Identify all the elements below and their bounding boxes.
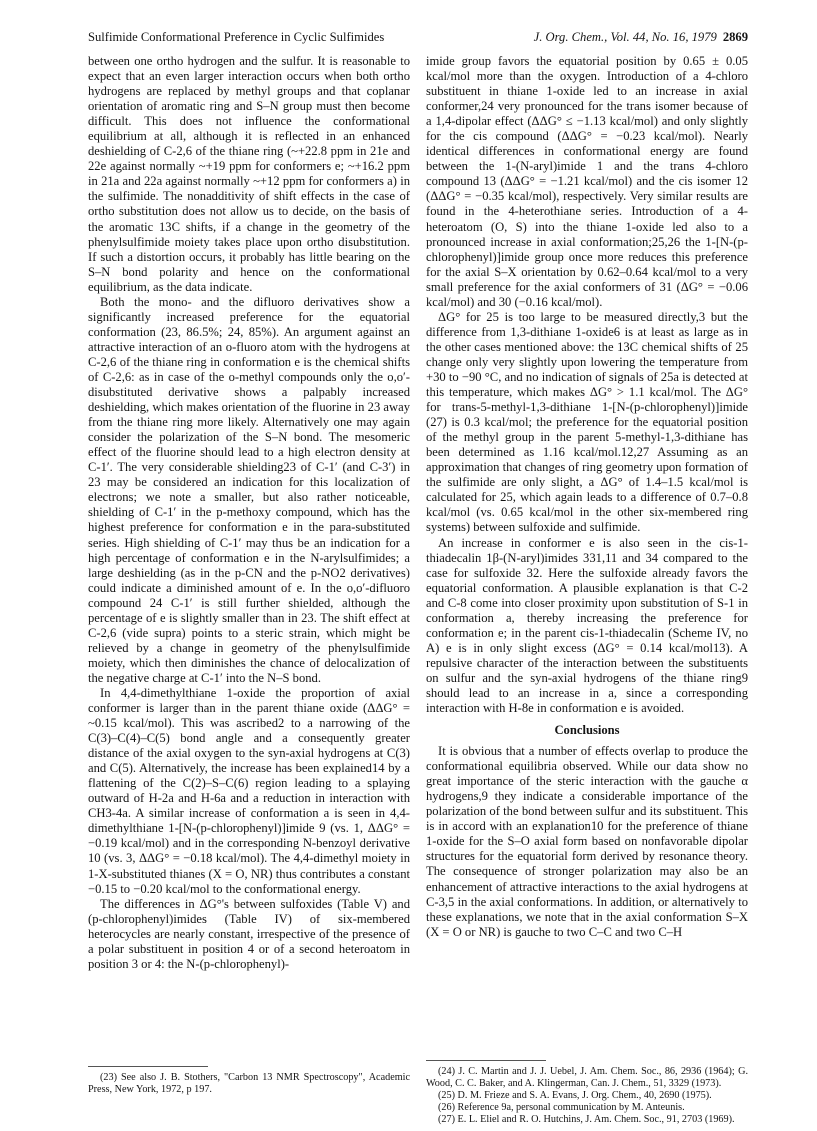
footnote: (25) D. M. Frieze and S. A. Evans, J. Org. Chem., 40, 2690 (1975).	[438, 1090, 712, 1101]
journal-citation	[534, 30, 748, 45]
section-heading-conclusions: Conclusions	[554, 723, 620, 738]
footnote: (27) E. L. Eliel and R. O. Hutchins, J. Am. Chem. Soc., 91, 2703 (1969).	[438, 1114, 735, 1125]
right-column	[426, 54, 748, 940]
paragraph: An increase in conformer e is also seen in the cis-1-thiadecalin 1β-(N-aryl)imides 331,11 and 34 compared to the case for sulfoxide 32. Here the sulfoxide already favors the equatorial conformation. A plausible explanation is that C-2 and C-8 come into closer proximity upon substitution of S-1 in conformation a, thereby increasing the preference for conformation e; in the parent cis-1-thiadecalin (Scheme IV, no A) e is in only slight excess (ΔG° = 0.14 kcal/mol13). A repulsive character of the interaction between the substituents on sulfur and the syn-axial hydrogens of the thiane ring9 should lead to an increase in a, since a corresponding interaction with H-8e in conformation e is avoided.	[426, 535, 748, 716]
paragraph: In 4,4-dimethylthiane 1-oxide the proportion of axial conformer is larger than in the parent thiane oxide (ΔΔG° = ~0.15 kcal/mol). This was ascribed2 to a narrowing of the C(3)–C(4)–C(5) bond angle and a consequently greater distance of the axial oxygen to the syn-axial hydrogens at C(3) and C(5). Alternatively, the increase has been explained14 by a flattening of the C(2)–S–C(6) region leading to a splaying outward of H-2a and H-6a and a reduction in interaction with CH3-4a. A similar increase of conformation a is seen in 4,4-dimethylthiane 1-[N-(p-chlorophenyl)]imide 9 (vs. 1, ΔΔG° = −0.19 kcal/mol) and in the corresponding N-benzoyl derivative 10 (vs. 3, ΔΔG° = −0.18 kcal/mol). The 4,4-dimethyl moiety in 1-X-substituted thianes (X = O, NR) thus contributes a constant −0.15 to −0.20 kcal/mol to the conformational energy.	[88, 685, 410, 896]
footnotes-right	[426, 1066, 748, 1126]
footnotes-left	[88, 1072, 410, 1096]
footnote-rule	[88, 1066, 208, 1067]
paragraph: It is obvious that a number of effects overlap to produce the conformational equilibria observed. While our data show no great importance of the steric interaction with the gauche α hydrogens,9 they indicate a considerable importance of the polarization of the bond between sulfur and its substituent. This is in accord with an explanation10 for the preference of thiane 1-oxide for the S–O axial form based on nonfavorable dipolar structures for the equatorial form derived by resonance theory. The consequence of stronger polarization may also be an enhancement of attractive interactions to the axial hydrogens at C-3,5 in the axial conformations. In addition, or alternatively to these explanations, we note that in the axial conformation S–X (X = O or NR) is gauche to two C–C and two C–H	[426, 744, 748, 939]
paragraph: ΔG° for 25 is too large to be measured directly,3 but the difference from 1,3-dithiane 1-oxide6 is at least as large as in the other cases mentioned above: the 13C chemical shifts of 25 change only very slightly upon lowering the temperature from +30 to −90 °C, and no indication of signals of 25a is detected at this temperature, which makes ΔG° > 1.1 kcal/mol. The ΔG° for trans-5-methyl-1,3-dithiane 1-[N-(p-chlorophenyl)]imide (27) is 0.3 kcal/mol; the preference for the equatorial position of the methyl group in the parent 5-methyl-1,3-dithiane has been determined as 1.16 kcal/mol.12,27 Assuming as an approximation that changes of ring geometry upon formation of the sulfimide are only slight, a ΔG° of 1.4–1.5 kcal/mol is calculated for 25, which again leads to a difference of 0.7–0.8 kcal/mol (vs. 0.65 kcal/mol in the other six-membered ring systems) between sulfoxide and sulfimide.	[426, 309, 748, 535]
left-column	[88, 54, 410, 972]
paragraph: The differences in ΔG°'s between sulfoxides (Table V) and (p-chlorophenyl)imides (Table IV) of six-membered heterocycles are nearly constant, irrespective of the presence of a polar substituent in position 4 or of a second heteroatom in position 3 or 4: the N-(p-chlorophenyl)-	[88, 896, 410, 971]
footnote-rule	[426, 1060, 546, 1061]
running-title: Sulfimide Conformational Preference in Cyclic Sulfimides	[88, 30, 385, 44]
running-head	[88, 30, 748, 48]
journal-name: J. Org. Chem., Vol. 44, No. 16, 1979	[533, 30, 717, 44]
paragraph: imide group favors the equatorial position by 0.65 ± 0.05 kcal/mol more than the oxygen. Introduction of a 4-chloro substituent in thiane 1-oxide led to an increase in axial conformer,24 very pronounced for the trans isomer because of a 1,4-dipolar effect (ΔΔG° ≤ −1.13 kcal/mol) and only slightly for the cis compound (ΔΔG° = −0.23 kcal/mol). Nearly identical differences in conformational energy are found between the 1-(N-aryl)imide 1 and the trans 4-chloro compound 13 (ΔΔG° = −1.21 kcal/mol) and the cis isomer 12 (ΔΔG° = −0.35 kcal/mol), respectively. Very similar results are found in the 4-heterothiane series. Introduction of a 4-heteroatom (O, S) into the thiane 1-oxide led also to a pronounced increase in axial conformation;25,26 the 1-[N-(p-chlorophenyl)]imide group once more reduces this preference for the axial S–X orientation by 0.62–0.64 kcal/mol to a very small preference for the axial conformers of 31 (ΔG° = −0.06 kcal/mol) and 30 (−0.16 kcal/mol).	[426, 54, 748, 309]
paragraph: Both the mono- and the difluoro derivatives show a significantly increased preference for the equatorial conformation (23, 86.5%; 24, 85%). An argument against an attractive interaction of an o-fluoro atom with the hydrogens at C-2,6 of the thiane ring in conformation e is the chemical shifts of C-2,6: as in case of the o-methyl compounds only the o,o′-disubstituted derivative shows a palpably increased deshielding, which makes orientation of the fluorine in 23 away from the thiane ring more likely. Alternatively one may again consider the polarization of the S–N bond. The mesomeric effect of the fluorine should lead to a high electron density at C-1′. The very considerable shielding23 of C-1′ (and C-3′) in 23 may be considered an indication for this localization of electrons; we note a smaller, but also rather noticeable, shielding of C-1′ in the p-methoxy compound, which has the highest preference for conformation e in the para-substituted series. High shielding of C-1′ may thus be an indication for a high percentage of conformation e in the N-arylsulfimides; a large deshielding (as in the p-CN and the p-NO2 derivatives) could indicate a diminished amount of e. In the o,o′-difluoro compound 24 C-1′ is still further shielded, although the percentage of e is slightly smaller than in 23. The shift effect at C-2,6 (vide supra) points to a steric strain, which might be relieved by a change in geometry of the phenylsulfimide moiety, which then diminishes the chance of delocalization of the negative charge at C-1′ into the N–S bond.	[88, 294, 410, 685]
page-number: 2869	[722, 30, 748, 44]
footnote: (24) J. C. Martin and J. J. Uebel, J. Am. Chem. Soc., 86, 2936 (1964); G. Wood, C. C. Baker, and A. Klingerman, Can. J. Chem., 51, 3329 (1973).	[426, 1066, 748, 1089]
paragraph: between one ortho hydrogen and the sulfur. It is reasonable to expect that an even larger interaction occurs when both ortho hydrogens are replaced by methyl groups and that coplanar orientation of aromatic ring and S–N group must then become difficult. This does not influence the conformational equilibrium at all, although it is reflected in an enhanced deshielding of C-2,6 of the thiane ring (~+22.8 ppm in 21e and 22e against normally ~+19 ppm for conformers e; ~+16.2 ppm in 21a and 22a against normally ~+12 ppm for conformers a) in the sulfimide. The nonadditivity of shift effects in the case of ortho substitution does not allow us to decide, on the basis of the aromatic 13C shifts, if a change in the geometry of the phenylsulfimide moiety takes place upon ortho disubstitution. If such a distortion occurs, it probably has little bearing on the S–N bond polarity and hence on the conformational equilibrium, as the data indicate.	[88, 54, 410, 294]
footnote: (26) Reference 9a, personal communication by M. Anteunis.	[438, 1102, 685, 1113]
footnote: (23) See also J. B. Stothers, "Carbon 13 NMR Spectroscopy", Academic Press, New York, 1972, p 197.	[88, 1072, 410, 1095]
